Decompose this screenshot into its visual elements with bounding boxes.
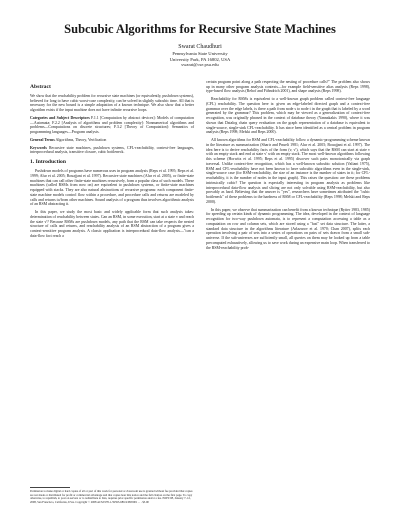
terms-text: Algorithms, Theory, Verification bbox=[55, 137, 107, 142]
intro-paragraph-2: In this paper, we study the most basic and widely applicable form that such analysis takes: determination of reachability between states. Can an RSM, in some execution, start at a state v and reach the state v'? Because RSMs are pushdown models, any path that the RSM can take respects the nested structure of calls and returns, and reachability analysis of an RSM abstraction of a program gives a context-sensitive program analysis. A classic application is interprocedural data-flow analysis—"can a data-flow fact reach a bbox=[30, 210, 194, 238]
author-email: swarat@cse.psu.edu bbox=[181, 62, 219, 68]
keywords-paragraph bbox=[30, 146, 194, 156]
right-paragraph-3: All known algorithms for RSM and CFL-reachability follow a dynamic-programming scheme known in the literature as summarization (Sharir and Pnueli 1981; Alur et al. 2005; Bouajjani et al. 1997). The idea here is to derive reachability facts of the form (v, v'), which says that the RSM can start at state v with an empty stack and end at state v' with an empty stack. The most well-known algorithms following this scheme (Horwitz et al. 1995; Reps et al. 1995) discover such pairs monotonically via graph traversal. Unlike context-free recognition, which has a well-known subcubic solution (Valiant 1975), RSM and CFL-reachability have not been known to have subcubic algorithms even in the single-sink, single-source case (for RSM-reachability, the size of an instance is the number of states in it; for CFL-reachability, it is the number of nodes in the input graph). This raises the question: are these problems intrinsically cubic? The question is especially interesting in program analysis as problems like interprocedural data-flow analysis and slicing are not only solvable using RSM-reachability, but also provably as hard. Believing that the answer is "yes", researchers have sometimes attributed the "cubic bottleneck" of these problems to the hardness of RSM or CFL-reachability (Reps 1998; Melski and Reps 2000). bbox=[206, 138, 370, 204]
right-paragraph-1: certain program point along a path respecting the nesting of procedure calls?" The problem also shows up in many other program analysis contexts—for example field-sensitive alias analysis (Reps 1998), type-based flow analysis (Rehof and Fähndrich 2001), and shape analysis (Reps 1998). bbox=[206, 79, 370, 94]
intro-heading: 1. Introduction bbox=[30, 159, 66, 166]
left-column bbox=[30, 80, 194, 254]
author-name: Swarat Chaudhuri bbox=[178, 44, 222, 50]
categories-paragraph bbox=[30, 116, 194, 135]
abstract-heading: Abstract bbox=[30, 83, 51, 90]
categories-label: Categories and Subject Descriptors bbox=[30, 115, 90, 120]
intro-paragraph-1: Pushdown models of programs have numerous uses in program analysis (Reps et al. 1995; Reps et al. 1999; Alur et al. 2005; Bouajjani et al. 1997). Recursive state machines (Alur et al. 2005), or finite-state machines that can call other finite-state machines recursively, form a popular class of such models. These machines (called RSMs from now on) are equivalent to pushdown systems, or finite-state machines equipped with stacks. They are also natural abstractions of recursive programs: each component finite-state machine models control flow within a procedure, and procedure calls and returns are modeled by calls and returns to/from other machines. Sound analysis of a program thus involves algorithmic analysis of an RSM abstracting it. bbox=[30, 169, 194, 207]
abstract-paragraph: We show that the reachability problem for recursive state machines (or equivalently, pushdown systems), believed for long to have cubic worst-case complexity, can be solved in slightly subcubic time. All that is necessary for the new bound is a simple adaptation of a known technique. We also show that a better algorithm exists if the input machine does not have infinite recursive loops. bbox=[30, 93, 194, 113]
right-column bbox=[206, 80, 370, 254]
keywords-text: Recursive state machines, pushdown systems, CFL-reachability, context-free languages, interprocedural analysis, transitive closure, cubic bottleneck. bbox=[30, 145, 194, 155]
terms-paragraph bbox=[30, 138, 194, 143]
footnote-text: Permission to make digital or hard copies of all or part of this work for personal or classroom use is granted without fee provided that copies are not made or distributed for profit or commercial advantage and that copies bear this notice and the full citation on the first page. To copy otherwise, to republish, to post on servers or to redistribute to lists, requires prior specific permission and/or a fee. POPL'08, January 7–12, 2008, San Francisco, California, USA. Copyright © 2008 ACM 978-1-59593-689-9/08/0001 . . . $5.00 bbox=[30, 489, 193, 504]
author-address: University Park, PA 16802, USA bbox=[169, 56, 231, 62]
body-columns bbox=[30, 80, 370, 254]
keywords-label: Keywords bbox=[30, 145, 47, 150]
copyright-footnote bbox=[30, 487, 194, 504]
right-paragraph-2: Reachability for RSMs is equivalent to a well-known graph problem called context-free language (CFL) reachability. The question here is: given an edge-labeled directed graph and a context-free grammar over the edge labels, is there a path from node s to node t in the graph that is labeled by a word generated by the grammar? This problem, which may be viewed as a generalization of context-free recognition, was originally phrased in the context of database theory (Yannakakis 1990), where it was shown that Datalog chain query evaluation on the graph representation of a database is equivalent to single-source, single-sink CFL-reachability. It has since been identified as a central problem in program analysis (Reps 1998; Melski and Reps 2000). bbox=[206, 97, 370, 135]
right-paragraph-4: In this paper, we observe that summarization can benefit from a known technique (Rytter 1983, 1985) for speeding up certain kinds of dynamic programming. The idea, developed in the context of language recognition for two-way pushdown automata, is to represent a computation accessing a table as a computation on row and column sets, which are stored using a "fast" set data structure. The latter, a standard data structure in the algorithms literature (Arlazarov et al. 1970; Chan 2007), splits each operation involving a pair of sets into a series of operations on pairs of sets drawn from a small sub-universe. If the sub-universes are sufficiently small, all queries on them may be looked up from a table precomputed exhaustively, allowing us to save work during an expensive main loop. When transferred to the RSM-reachability prob- bbox=[206, 207, 370, 250]
author-block bbox=[30, 43, 370, 68]
paper-title: Subcubic Algorithms for Recursive State Machines bbox=[64, 22, 336, 36]
terms-label: General Terms bbox=[30, 137, 55, 142]
footnote-rule bbox=[30, 487, 70, 488]
author-affiliation: Pennsylvania State University bbox=[172, 51, 228, 56]
categories-text: F.1.1 [Computation by abstract devices]: Models of computation—Automata; F.2.2 [Analysis of algorithms and problem complexity]: Nonnumerical algorithms and problems—Computations on discrete structures; F.3.2 [Theory of Computation]: Semantics of programming languages—Program analysis. bbox=[30, 115, 194, 135]
